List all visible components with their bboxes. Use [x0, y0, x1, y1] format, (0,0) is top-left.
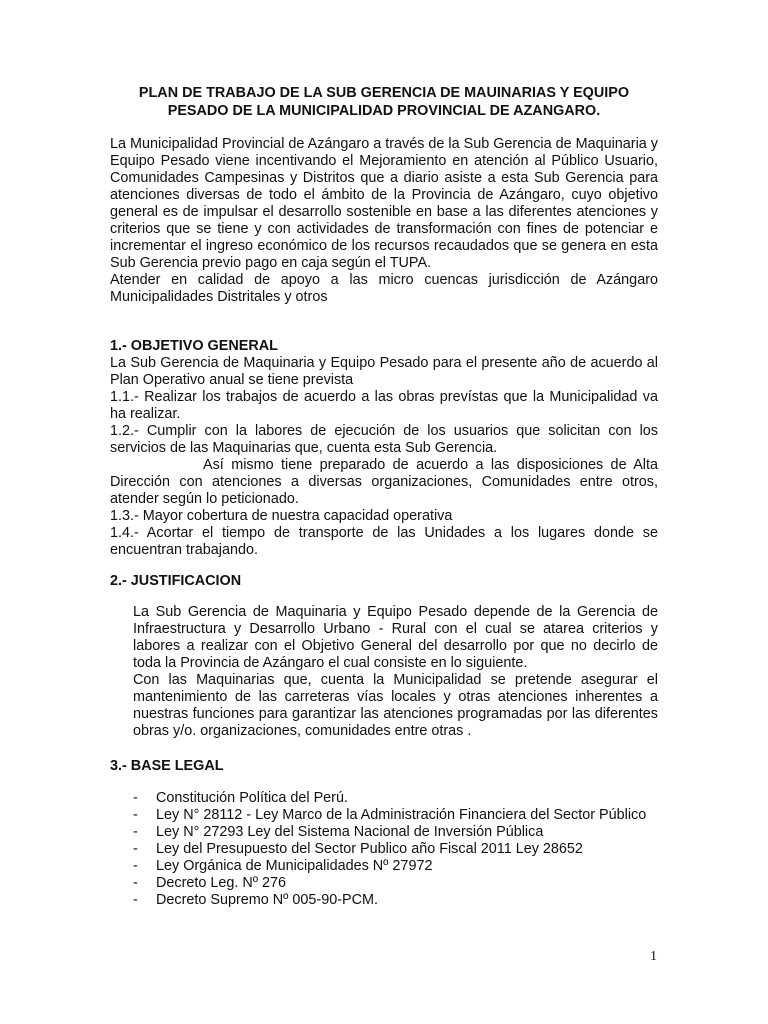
- list-item-text: Decreto Supremo Nº 005-90-PCM.: [156, 892, 379, 908]
- bullet-dash: -: [133, 807, 138, 823]
- section-1-paragraph-4: Así mismo tiene preparado de acuerdo a las disposiciones de Alta Dirección con atenciones a diversas organizaciones, Comunidades entre otros, atender según lo peticionado.: [110, 457, 658, 507]
- section-2-heading-text: 2.- JUSTIFICACION: [110, 573, 242, 589]
- section-3-heading: [110, 758, 658, 775]
- list-item-text: Ley N° 28112 - Ley Marco de la Administración Financiera del Sector Público: [156, 807, 647, 823]
- bullet-dash: -: [133, 790, 138, 806]
- section-2-paragraph-1: La Sub Gerencia de Maquinaria y Equipo Pesado depende de la Gerencia de Infraestructura y Desarrollo Urbano - Rural con el cual se atarea criterios y labores a realizar con el Objetivo General del desarrollo por que no decirlo de toda la Provincia de Azángaro el cual consiste en lo siguiente.: [133, 604, 658, 671]
- title-line-1: PLAN DE TRABAJO DE LA SUB GERENCIA DE MAUINARIAS Y EQUIPO: [138, 85, 630, 101]
- list-item: [133, 892, 658, 909]
- bullet-dash: -: [133, 875, 138, 891]
- bullet-dash: -: [133, 824, 138, 840]
- section-2-paragraph-2: Con las Maquinarias que, cuenta la Municipalidad se pretende asegurar el mantenimiento de las carreteras vías locales y otras atenciones inherentes a nuestras funciones para garantizar las atenciones programadas por las diferentes obras y/o. organizaciones, comunidades entre otras .: [133, 672, 658, 739]
- list-item: [133, 841, 658, 858]
- list-item: [133, 807, 658, 824]
- list-item-text: Decreto Leg. Nº 276: [156, 875, 287, 891]
- section-justificacion: [133, 604, 658, 740]
- list-item-text: Ley del Presupuesto del Sector Publico año Fiscal 2011 Ley 28652: [156, 841, 583, 857]
- list-item: [133, 790, 658, 807]
- bullet-dash: -: [133, 892, 138, 908]
- intro-paragraph-1: La Municipalidad Provincial de Azángaro a través de la Sub Gerencia de Maquinaria y Equipo Pesado viene incentivando el Mejoramiento en atención al Público Usuario, Comunidades Campesinas y Distritos que a diario asiste a esta Sub Gerencia para atenciones diversas de todo el ámbito de la Provincia de Azángaro, cuyo objetivo general es de impulsar el desarrollo sostenible en base a las diferentes atenciones y criterios que se tiene y con actividades de transformación con fines de potenciar e incrementar el ingreso económico de los recursos recaudados que se genera en esta Sub Gerencia previo pago en caja según el TUPA.: [110, 136, 658, 271]
- list-item-text: Ley N° 27293 Ley del Sistema Nacional de Inversión Pública: [156, 824, 544, 840]
- list-item-text: Constitución Política del Perú.: [156, 790, 348, 806]
- bullet-dash: -: [133, 858, 138, 874]
- page-number: 1: [650, 949, 657, 964]
- intro-paragraph-2: Atender en calidad de apoyo a las micro cuencas jurisdicción de Azángaro Municipalidades Distritales y otros: [110, 272, 658, 305]
- section-2-heading: [110, 573, 658, 590]
- document-title: [100, 84, 668, 120]
- section-objetivo-general: [110, 338, 658, 559]
- list-item: [133, 824, 658, 841]
- section-1-paragraph-6: 1.4.- Acortar el tiempo de transporte de las Unidades a los lugares donde se encuentran trabajando.: [110, 525, 658, 558]
- section-1-heading: 1.- OBJETIVO GENERAL: [110, 338, 278, 354]
- section-1-paragraph-3: 1.2.- Cumplir con la labores de ejecución de los usuarios que solicitan con los servicios de las Maquinarias que, cuenta esta Sub Gerencia.: [110, 423, 658, 456]
- intro-section: [110, 136, 658, 306]
- section-1-paragraph-5: 1.3.- Mayor cobertura de nuestra capacidad operativa: [110, 508, 453, 524]
- list-item: [133, 875, 658, 892]
- legal-basis-list: [133, 790, 658, 909]
- bullet-dash: -: [133, 841, 138, 857]
- list-item-text: Ley Orgánica de Municipalidades Nº 27972: [156, 858, 433, 874]
- section-3-heading-text: 3.- BASE LEGAL: [110, 758, 224, 774]
- section-1-paragraph-1: La Sub Gerencia de Maquinaria y Equipo Pesado para el presente año de acuerdo al Plan Operativo anual se tiene prevista: [110, 355, 658, 388]
- list-item: [133, 858, 658, 875]
- title-line-2: PESADO DE LA MUNICIPALIDAD PROVINCIAL DE AZANGARO.: [167, 103, 601, 119]
- section-1-paragraph-2: 1.1.- Realizar los trabajos de acuerdo a las obras prevístas que la Municipalidad va ha realizar.: [110, 389, 658, 422]
